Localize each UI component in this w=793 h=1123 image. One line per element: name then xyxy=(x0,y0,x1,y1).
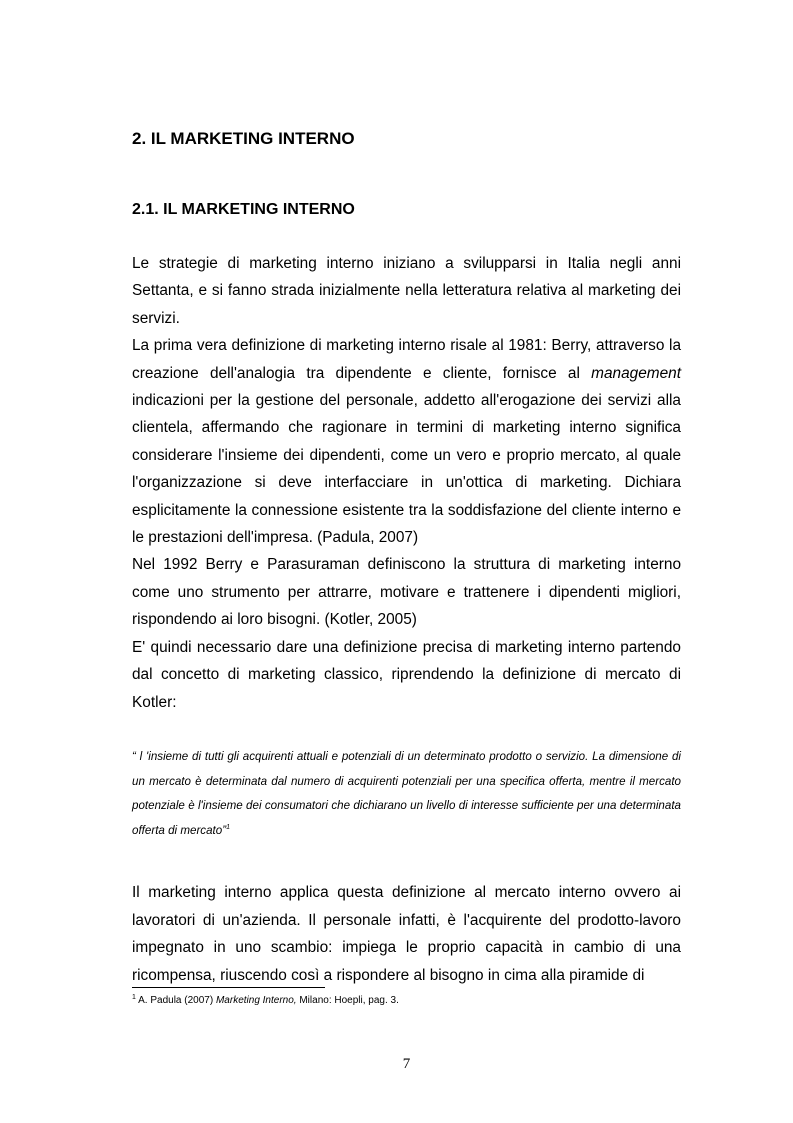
paragraph-5: Il marketing interno applica questa definizione al mercato interno ovvero ai lavoratori di un'azienda. Il personale infatti, è l'acquirente del prodotto-lavoro impegnato in uno scambio: impiega le proprio capacità in cambio di una ricompensa, riuscendo così a rispondere al bisogno in cima alla piramide di xyxy=(132,884,681,984)
paragraph-2-emphasis: management xyxy=(591,364,681,382)
body-text-continued xyxy=(132,864,681,1004)
quote-text: “ l 'insieme di tutti gli acquirenti attuali e potenziali di un determinato prodotto o servizio. La dimensione di un mercato è determinata dal numero di acquirenti potenziali per una specifica offerta, mentre il mercato potenziale è l'insieme dei consumatori che dichiarano un livello di interesse sufficiente per una determinata offerta di mercato” xyxy=(132,750,681,837)
footnote-marker: 1 xyxy=(132,994,136,1001)
quote-footnote-ref[interactable]: 1 xyxy=(226,823,230,831)
paragraph-1: Le strategie di marketing interno iniziano a svilupparsi in Italia negli anni Settanta, e si fanno strada inizialmente nella letteratura relativa al marketing dei servizi. xyxy=(132,255,681,327)
footnote-rest: Milano: Hoepli, pag. 3. xyxy=(296,995,399,1006)
paragraph-2 xyxy=(132,332,681,551)
footnote-author: A. Padula (2007) xyxy=(135,995,216,1006)
body-text xyxy=(132,250,681,716)
footnote-title: Marketing Interno, xyxy=(215,995,297,1006)
paragraph-3: Nel 1992 Berry e Parasuraman definiscono la struttura di marketing interno come uno strumento per attrarre, motivare e trattenere i dipendenti migliori, rispondendo ai loro bisogni. (Kotler, 2005) xyxy=(132,556,681,629)
paragraph-2-start: La prima vera definizione di marketing interno risale al 1981: Berry, attraverso la creazione dell'analogia tra dipendente e cliente, fornisce al xyxy=(132,337,681,382)
section-title: 2.1. IL MARKETING INTERNO xyxy=(132,201,355,218)
paragraph-2-end: indicazioni per la gestione del personale, addetto all'erogazione dei servizi alla clientela, affermando che ragionare in termini di marketing interno significa considerare l'insieme dei dipendenti, come un vero e proprio mercato, al quale l'organizzazione si deve interfacciare in un'ottica di marketing. Dichiara esplicitamente la connessione esistente tra la soddisfazione del cliente interno e le prestazioni dell'impresa. (Padula, 2007) xyxy=(132,392,681,547)
footnote-divider xyxy=(132,987,325,988)
page-number: 7 xyxy=(402,1056,411,1072)
footnote xyxy=(132,994,399,1008)
chapter-title: 2. IL MARKETING INTERNO xyxy=(132,129,355,148)
kotler-quote xyxy=(132,745,681,843)
paragraph-4: E' quindi necessario dare una definizione precisa di marketing interno partendo dal concetto di marketing classico, riprendendo la definizione di mercato di Kotler: xyxy=(132,638,681,711)
